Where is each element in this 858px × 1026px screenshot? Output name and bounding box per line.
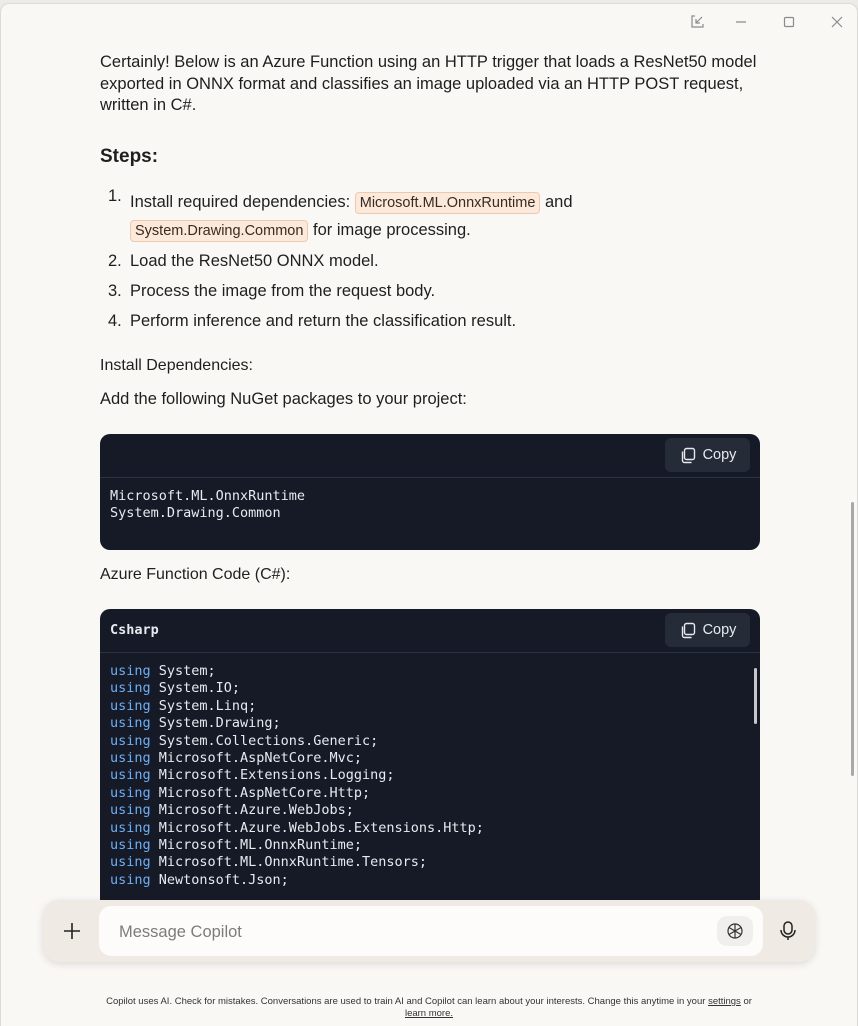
step-number: 1. [108, 187, 122, 205]
openai-logo-icon [725, 921, 745, 941]
code-line [110, 854, 427, 870]
step-number: 4. [108, 312, 122, 330]
code-keyword: using [110, 871, 151, 888]
code-keyword: using [110, 663, 151, 679]
code-language: Csharp [110, 622, 159, 638]
code-keyword: using [110, 715, 151, 732]
copilot-voice-button[interactable] [717, 916, 753, 946]
code-namespace: Microsoft.AspNetCore.Mvc; [150, 750, 362, 767]
code-label: Azure Function Code (C#): [100, 566, 291, 583]
message-input[interactable] [99, 906, 721, 958]
step-text: Load the ResNet50 ONNX model. [130, 252, 379, 270]
copy-button[interactable] [665, 613, 750, 647]
steps-list [100, 188, 762, 336]
code-namespace: Microsoft.AspNetCore.Http; [150, 784, 371, 801]
copy-icon [679, 621, 697, 639]
microphone-button[interactable] [775, 918, 801, 944]
code-content[interactable] [100, 653, 760, 899]
code-namespace: System.IO; [150, 680, 241, 697]
code-namespace: Microsoft.Azure.WebJobs; [150, 802, 354, 819]
code-namespace: Microsoft.ML.OnnxRuntime; [150, 837, 362, 854]
step-number: 2. [108, 252, 122, 270]
title-bar [1, 4, 857, 40]
code-content[interactable] [100, 478, 760, 533]
code-block-header [100, 609, 760, 653]
inline-code: Microsoft.ML.OnnxRuntime [355, 192, 541, 214]
code-keyword: using [110, 837, 151, 854]
step-text: and [540, 193, 573, 211]
code-line [110, 802, 354, 818]
disclaimer-text: Copilot uses AI. Check for mistakes. Conversations are used to train AI and Copilot can learn about your interests. Change this anytime in your [106, 996, 706, 1007]
code-line [110, 820, 484, 836]
code-line [110, 767, 394, 783]
step-text: Perform inference and return the classification result. [130, 312, 517, 330]
list-item [100, 276, 762, 306]
code-namespace: System.Drawing; [150, 715, 281, 732]
step-text: Process the image from the request body. [130, 282, 436, 300]
code-line [110, 698, 256, 714]
install-label: Install Dependencies: [100, 357, 253, 374]
code-keyword: using [110, 767, 151, 784]
pop-out-icon[interactable] [681, 10, 713, 34]
steps-heading: Steps: [100, 146, 159, 167]
code-namespace: System; [150, 663, 216, 679]
code-keyword: using [110, 697, 151, 714]
code-line [110, 733, 378, 749]
nuget-label: Add the following NuGet packages to your project: [100, 390, 467, 408]
code-namespace: Microsoft.ML.OnnxRuntime.Tensors; [150, 854, 427, 871]
minimize-icon[interactable] [725, 10, 757, 34]
inline-code: System.Drawing.Common [130, 220, 308, 242]
code-line [110, 872, 289, 888]
plus-icon [62, 921, 82, 941]
code-line [110, 680, 240, 696]
code-keyword: using [110, 802, 151, 819]
code-keyword: using [110, 819, 151, 836]
code-line: Microsoft.ML.OnnxRuntime [110, 488, 306, 504]
step-text: Install required dependencies: [130, 193, 355, 211]
code-namespace: Microsoft.Azure.WebJobs.Extensions.Http; [150, 819, 484, 836]
code-line: System.Drawing.Common [110, 505, 281, 522]
settings-link[interactable]: settings [708, 996, 741, 1007]
code-keyword: using [110, 732, 151, 749]
disclaimer-text: or [743, 996, 752, 1007]
message-composer [43, 900, 815, 962]
list-item [100, 188, 762, 244]
microphone-icon [778, 920, 798, 942]
add-attachment-button[interactable] [59, 918, 85, 944]
code-block-header [100, 434, 760, 478]
code-line [110, 837, 362, 853]
copy-label: Copy [702, 622, 737, 638]
list-item [100, 246, 762, 276]
code-keyword: using [110, 750, 151, 767]
message-input-container [99, 906, 763, 956]
copy-button[interactable] [665, 438, 750, 472]
code-keyword: using [110, 680, 151, 697]
code-line [110, 750, 362, 766]
close-icon[interactable] [821, 10, 853, 34]
code-namespace: Microsoft.Extensions.Logging; [150, 767, 395, 784]
code-keyword: using [110, 854, 151, 871]
code-line [110, 715, 281, 731]
step-number: 3. [108, 282, 122, 300]
disclaimer-footer [0, 996, 858, 1020]
code-scrollbar[interactable] [754, 668, 757, 724]
step-text: for image processing. [308, 221, 471, 239]
code-namespace: System.Collections.Generic; [150, 732, 379, 749]
code-block-csharp [100, 609, 760, 909]
maximize-icon[interactable] [773, 10, 805, 34]
code-keyword: using [110, 784, 151, 801]
code-namespace: System.Linq; [150, 697, 257, 714]
learn-more-link[interactable]: learn more. [404, 1008, 454, 1019]
copy-label: Copy [702, 447, 737, 463]
code-line [110, 663, 216, 679]
window-scrollbar[interactable] [851, 502, 854, 776]
code-line [110, 785, 370, 801]
intro-paragraph: Certainly! Below is an Azure Function using an HTTP trigger that loads a ResNet50 model exported in ONNX format and classifies an image uploaded via an HTTP POST request, written in C#. [100, 53, 757, 114]
list-item [100, 306, 762, 336]
code-namespace: Newtonsoft.Json; [150, 871, 289, 888]
code-block-nuget [100, 434, 760, 550]
copy-icon [679, 446, 697, 464]
assistant-message [100, 52, 762, 117]
